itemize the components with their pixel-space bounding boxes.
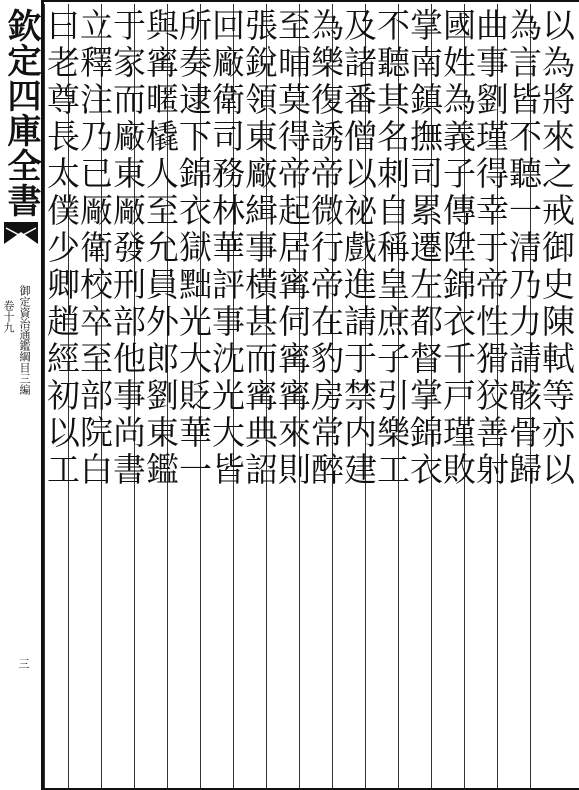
text-column: 至晡莫得帝起居寗伺寗寗來則 — [266, 4, 315, 788]
juan-label: 卷十九 — [2, 300, 15, 333]
text-column: 立釋注乃已厰衛校卒至部院白 — [68, 4, 117, 788]
text-column: 張銳領東廠緝事橫甚而寗典詔 — [233, 4, 282, 788]
text-column: 與寗暱橇人至允員外郎劉東鑑 — [134, 4, 183, 788]
text-frame — [44, 0, 579, 790]
text-column: 所奏逮下錦衣獄黜光大貶華一 — [167, 4, 216, 788]
text-column: 曰老尊長太僕少卿趙經初以工 — [44, 4, 84, 788]
fish-tail-ornament-icon — [4, 222, 38, 244]
text-column: 為言皆不聽一清乃力請骸骨歸 — [497, 4, 546, 788]
text-column: 及諸番僧以祕戲進請于禁内建 — [332, 4, 381, 788]
source-title: 御定資治通鑑綱目三編 — [18, 285, 31, 395]
text-column: 國姓為義子傳陞錦衣千戸瑾敗 — [431, 4, 480, 788]
text-column: 于家而廠東厰發刑部他事尚書 — [101, 4, 150, 788]
text-column: 回廠衛司務林華評事沈光大皆 — [200, 4, 249, 788]
book-title: 欽定四庫全書 — [1, 8, 41, 218]
text-column: 為樂復誘帝微行帝在豹房常醉 — [299, 4, 348, 788]
text-column: 不聽其名刺自稱皇庶子引樂工 — [365, 4, 414, 788]
text-column: 以為將來之戒御史陳軾等亦以 — [530, 4, 579, 788]
text-column: 曲事劉瑾得幸于帝性猾狡善射 — [464, 4, 513, 788]
page-number: 三 — [17, 658, 30, 669]
text-column: 掌南鎮撫司累遷左都督掌錦衣 — [398, 4, 447, 788]
